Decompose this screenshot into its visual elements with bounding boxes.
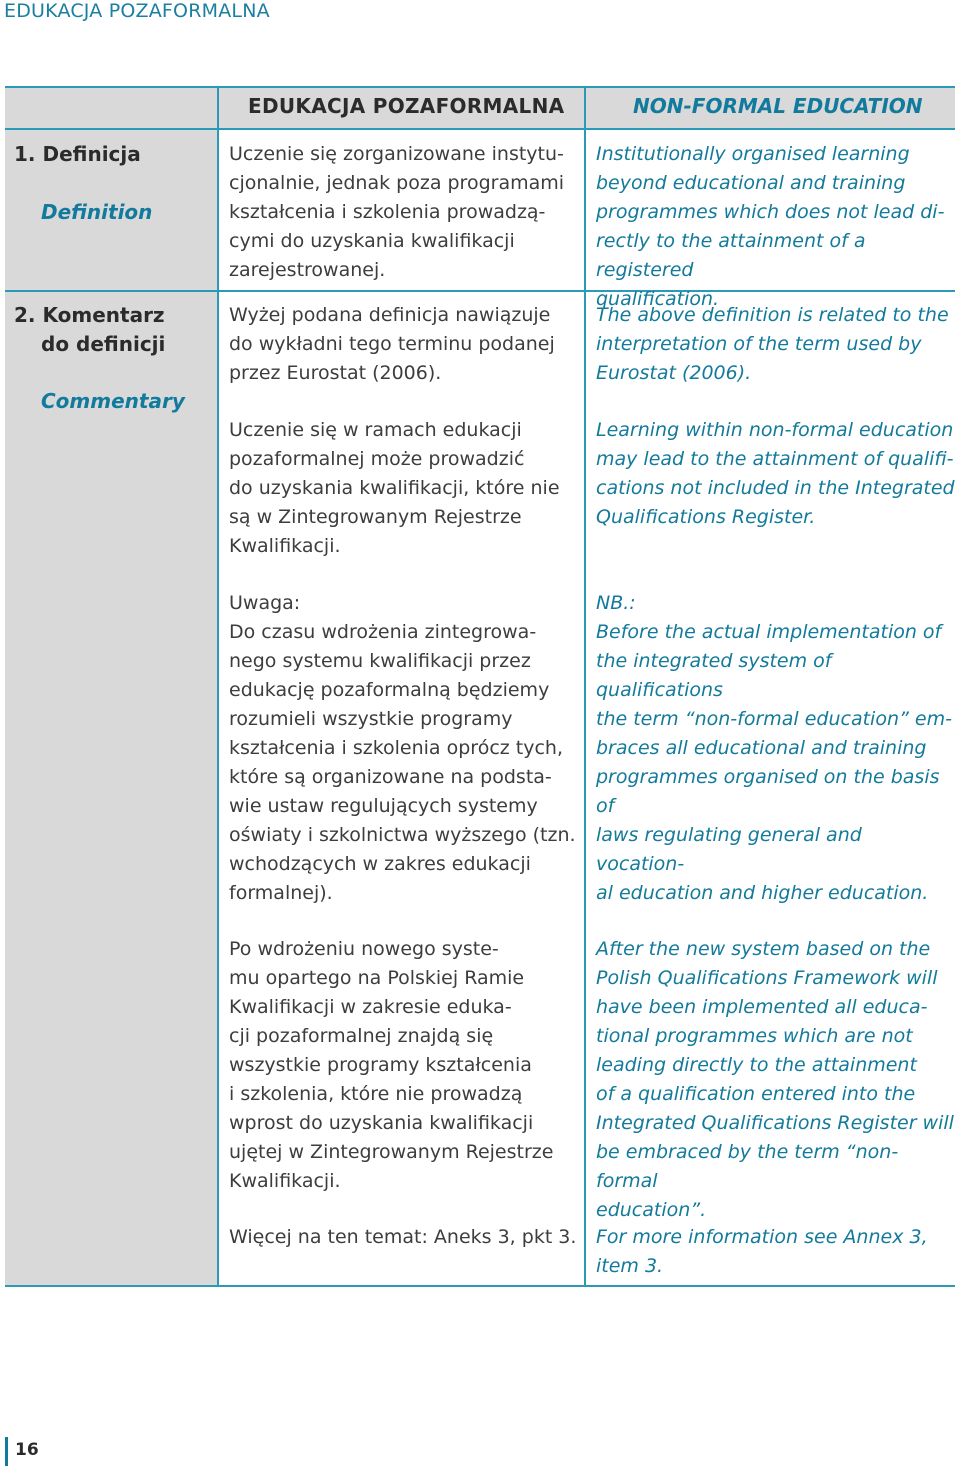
commentary-note-pl: Uwaga: Do czasu wdrożenia zintegrowa- nego systemu kwalifikacji przez edukację pozaformalną będziemy rozumieli wszystkie programy kształcenia i szkolenia oprócz tych, które są organizowane na podsta- wie ustaw regulujących systemy oświaty i szkolnictwa wyższego (tzn. wchodzących w zakres edukacji formalnej). xyxy=(229,592,576,904)
more-info-en: For more information see Annex 3, item 3. xyxy=(596,1226,928,1277)
commentary-paragraph-pl-1: Wyżej podana definicja nawiązuje do wykładni tego terminu podanej przez Eurostat (2006). xyxy=(229,304,555,384)
commentary-paragraph-en-2: Learning within non-formal education may lead to the attainment of qualifi- cations not included in the Integrated Qualifications Register. xyxy=(596,419,955,528)
column-divider-right xyxy=(584,86,586,1287)
row-label-commentary: 2. Komentarz xyxy=(14,303,165,327)
row-label-definition: 1. Definicja xyxy=(14,142,141,166)
row-label-commentary-line2: do definicji xyxy=(41,332,166,356)
row-label-commentary-en: Commentary xyxy=(41,389,185,413)
page-number: 16 xyxy=(15,1440,39,1460)
commentary-paragraph-pl-2: Uczenie się w ramach edukacji pozaformalnej może prowadzić do uzyskania kwalifikacji, które nie są w Zintegrowanym Rejestrze Kwalifikacji. xyxy=(229,419,560,557)
commentary-paragraph-en-4: After the new system based on the Polish Qualifications Framework will have been implemented all educa- tional programmes which are not leading directly to the attainment of a qualification entered into the Integrated Qualifications Register will be embraced by the term “non-formal education”. xyxy=(596,938,954,1221)
commentary-paragraph-en-1: The above definition is related to the interpretation of the term used by Eurostat (2006). xyxy=(596,304,949,384)
column-divider-left xyxy=(217,86,219,1287)
column-title-polish: EDUKACJA POZAFORMALNA xyxy=(248,94,565,118)
running-head: EDUKACJA POZAFORMALNA xyxy=(4,0,270,22)
header-bottom-rule xyxy=(5,128,955,130)
table-bottom-rule xyxy=(5,1285,955,1287)
page-number-marker xyxy=(5,1437,8,1466)
table-top-rule xyxy=(5,86,955,88)
commentary-note-en: NB.: Before the actual implementation of the integrated system of qualifications the term “non-formal education” em- braces all educational and training programmes organised on the basis of laws regulating general and vocation- al education and higher education. xyxy=(596,592,952,904)
row-label-definition-en: Definition xyxy=(41,200,153,224)
commentary-paragraph-pl-4: Po wdrożeniu nowego syste- mu opartego na Polskiej Ramie Kwalifikacji w zakresie eduka- cji pozaformalnej znajdą się wszystkie programy kształcenia i szkolenia, które nie prowadzą wprost do uzyskania kwalifikacji ujętej w Zintegrowanym Rejestrze Kwalifikacji. xyxy=(229,938,554,1192)
definition-text-pl: Uczenie się zorganizowane instytu- cjonalnie, jednak poza programami kształcenia i szkolenia prowadzą- cymi do uzyskania kwalifikacji zarejestrowanej. xyxy=(229,143,565,281)
definition-text-en: Institutionally organised learning beyond educational and training programmes which does not lead di- rectly to the attainment of a registered qualification. xyxy=(596,143,945,310)
column-title-english: NON-FORMAL EDUCATION xyxy=(633,94,923,118)
more-info-pl: Więcej na ten temat: Aneks 3, pkt 3. xyxy=(229,1226,577,1248)
